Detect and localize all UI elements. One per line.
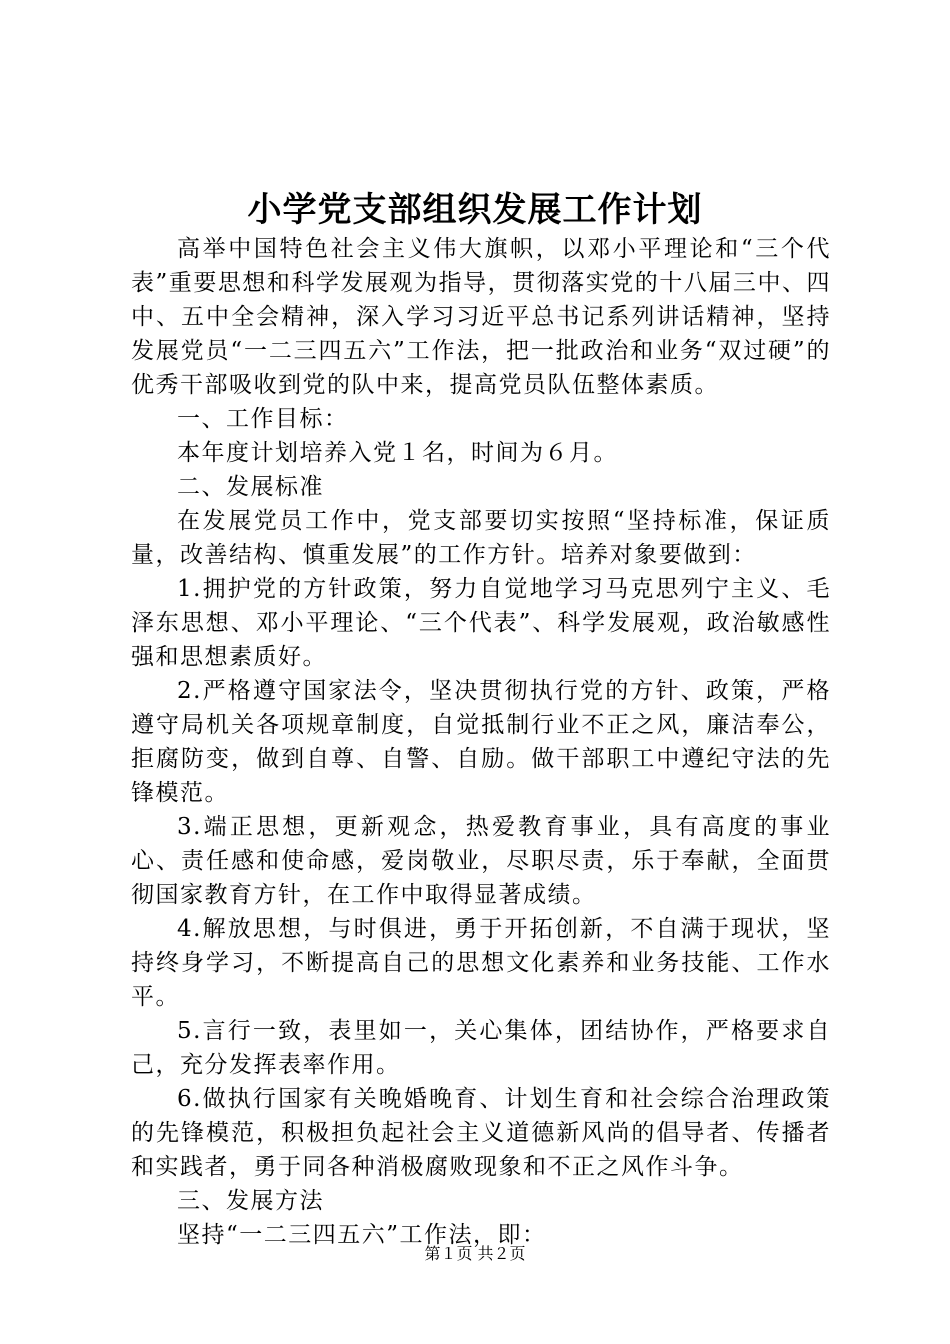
standards-intro-paragraph: 在发展党员工作中，党支部要切实按照“坚持标准，保证质量，改善结构、慎重发展”的工作方针。培养对象要做到： bbox=[131, 508, 831, 568]
standard-item-6: 6.做执行国家有关晚婚晚育、计划生育和社会综合治理政策的先锋模范，积极担负起社会主义道德新风尚的倡导者、传播者和实践者，勇于同各种消极腐败现象和不正之风作斗争。 bbox=[131, 1086, 831, 1180]
standard-item-1: 1.拥护党的方针政策，努力自觉地学习马克思列宁主义、毛泽东思想、邓小平理论、“三个代表”、科学发展观，政治敏感性强和思想素质好。 bbox=[131, 576, 831, 670]
goals-paragraph: 本年度计划培养入党１名，时间为６月。 bbox=[177, 440, 618, 466]
standard-item-5: 5.言行一致，表里如一，关心集体，团结协作，严格要求自己，充分发挥表率作用。 bbox=[131, 1018, 831, 1078]
standard-item-3: 3.端正思想，更新观念，热爱教育事业，具有高度的事业心、责任感和使命感，爱岗敬业，尽职尽责，乐于奉献，全面贯彻国家教育方针，在工作中取得显著成绩。 bbox=[131, 814, 831, 908]
standard-item-2: 2.严格遵守国家法令，坚决贯彻执行党的方针、政策，严格遵守局机关各项规章制度，自觉抵制行业不正之风，廉洁奉公，拒腐防变，做到自尊、自警、自励。做干部职工中遵纪守法的先锋模范。 bbox=[131, 678, 831, 806]
standard-item-4: 4.解放思想，与时俱进，勇于开拓创新，不自满于现状，坚持终身学习，不断提高自己的思想文化素养和业务技能、工作水平。 bbox=[131, 916, 831, 1010]
page-footer: 第１页 共２页 bbox=[424, 1244, 526, 1263]
section-heading-standards: 二、发展标准 bbox=[177, 474, 324, 500]
section-heading-methods: 三、发展方法 bbox=[177, 1188, 324, 1214]
section-heading-goals: 一、工作目标： bbox=[177, 406, 349, 432]
methods-paragraph: 坚持“一二三四五六”工作法，即： bbox=[177, 1222, 547, 1248]
document-title: 小学党支部组织发展工作计划 bbox=[247, 190, 703, 230]
document-body bbox=[131, 232, 831, 1252]
intro-paragraph: 高举中国特色社会主义伟大旗帜，以邓小平理论和“三个代表”重要思想和科学发展观为指导，贯彻落实党的十八届三中、四中、五中全会精神，深入学习习近平总书记系列讲话精神，坚持发展党员“一二三四五六”工作法，把一批政治和业务“双过硬”的优秀干部吸收到党的队中来，提高党员队伍整体素质。 bbox=[131, 236, 831, 398]
